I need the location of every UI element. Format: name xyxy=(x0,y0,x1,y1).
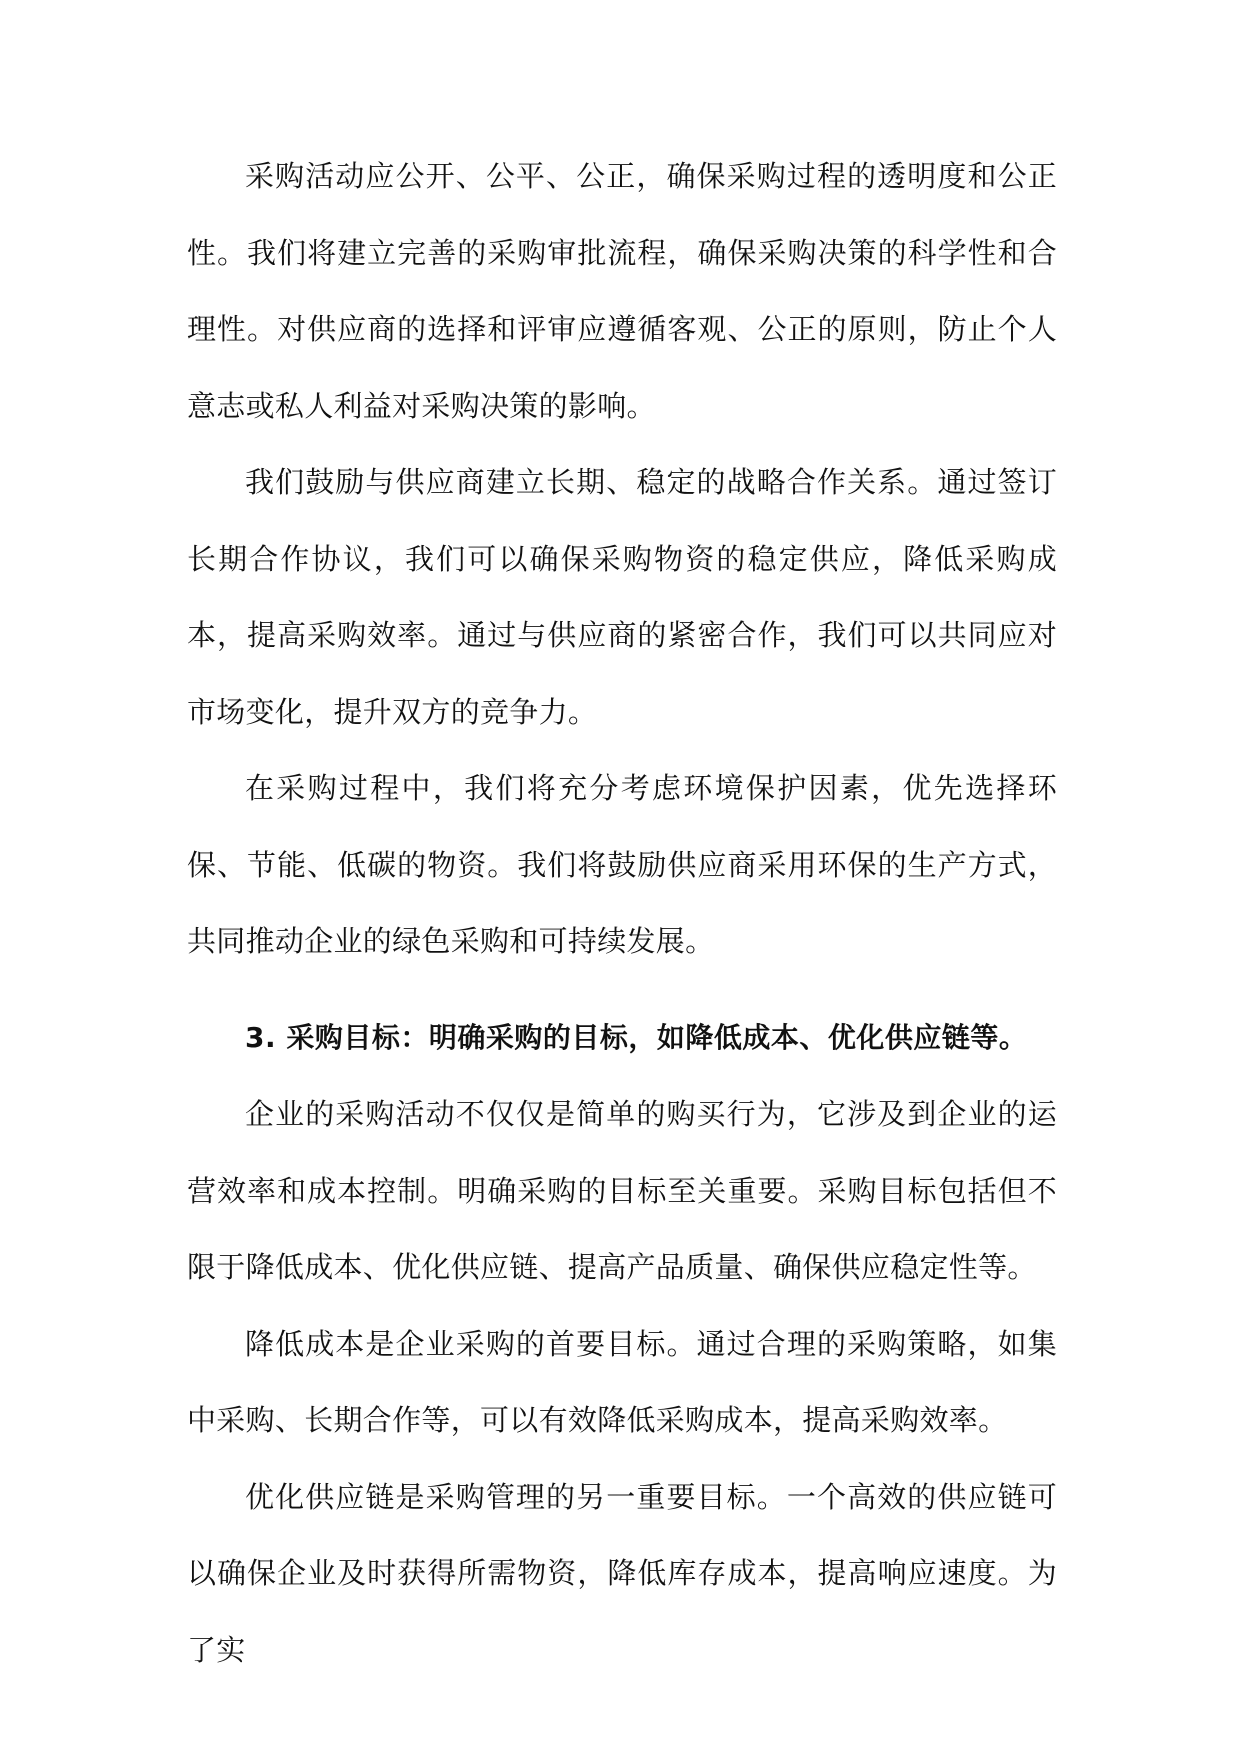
document-body xyxy=(187,138,1057,1688)
paragraph-supply-chain-optimization: 优化供应链是采购管理的另一重要目标。一个高效的供应链可以确保企业及时获得所需物资，降低库存成本，提高响应速度。为了实 xyxy=(187,1479,1057,1667)
paragraph-open-fair-procurement: 采购活动应公开、公平、公正，确保采购过程的透明度和公正性。我们将建立完善的采购审批流程，确保采购决策的科学性和合理性。对供应商的选择和评审应遵循客观、公正的原则，防止个人意志或私人利益对采购决策的影响。 xyxy=(187,159,1057,423)
paragraph-green-procurement: 在采购过程中，我们将充分考虑环境保护因素，优先选择环保、节能、低碳的物资。我们将鼓励供应商采用环保的生产方式，共同推动企业的绿色采购和可持续发展。 xyxy=(187,771,1057,958)
paragraph-long-term-cooperation: 我们鼓励与供应商建立长期、稳定的战略合作关系。通过签订长期合作协议，我们可以确保采购物资的稳定供应，降低采购成本，提高采购效率。通过与供应商的紧密合作，我们可以共同应对市场变化，提升双方的竞争力。 xyxy=(187,465,1057,729)
paragraph-procurement-objectives: 企业的采购活动不仅仅是简单的购买行为，它涉及到企业的运营效率和成本控制。明确采购的目标至关重要。采购目标包括但不限于降低成本、优化供应链、提高产品质量、确保供应稳定性等。 xyxy=(187,1097,1057,1284)
section-heading-procurement-goals: 3. 采购目标：明确采购的目标，如降低成本、优化供应链等。 xyxy=(245,1020,1028,1054)
paragraph-cost-reduction: 降低成本是企业采购的首要目标。通过合理的采购策略，如集中采购、长期合作等，可以有效降低采购成本，提高采购效率。 xyxy=(187,1326,1057,1437)
